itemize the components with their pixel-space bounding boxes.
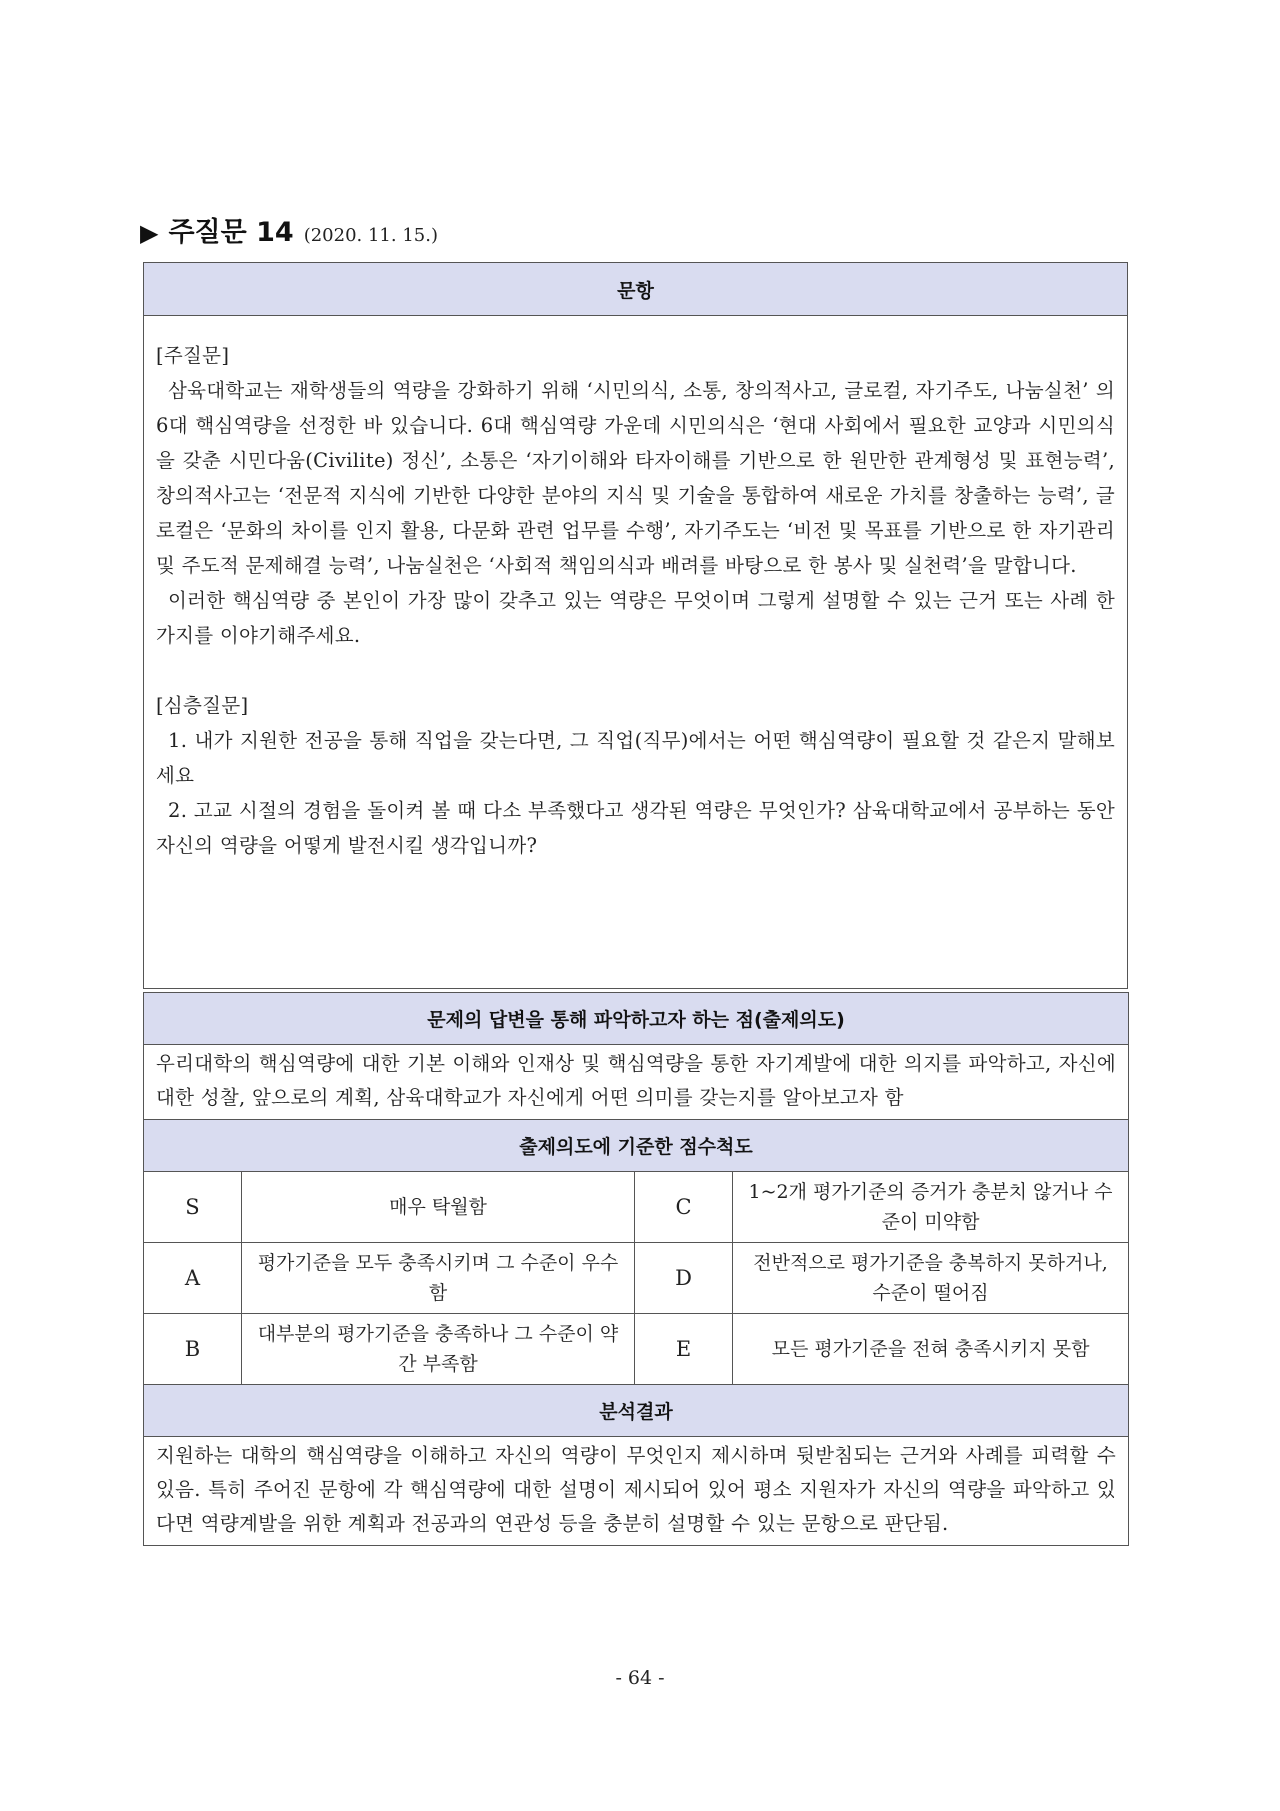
intent-text: 우리대학의 핵심역량에 대한 기본 이해와 인재상 및 핵심역량을 통한 자기계발에 대한 의지를 파악하고, 자신에 대한 성찰, 앞으로의 계획, 삼육대학교가 자신에게 어떤 의미를 갖는지를 알아보고자 함 xyxy=(144,1045,1129,1120)
grade-row xyxy=(144,1172,1129,1243)
question-header: 문항 xyxy=(144,263,1128,316)
grade-description: 모든 평가기준을 전혀 충족시키지 못함 xyxy=(733,1314,1129,1385)
grade-description: 매우 탁월함 xyxy=(242,1172,635,1243)
grade-description: 전반적으로 평가기준을 충복하지 못하거나, 수준이 떨어짐 xyxy=(733,1243,1129,1314)
grade-label: B xyxy=(144,1314,242,1385)
triangle-bullet-icon: ▶ xyxy=(140,219,159,247)
score-scale-header: 출제의도에 기준한 점수척도 xyxy=(144,1120,1129,1172)
grade-row xyxy=(144,1314,1129,1385)
analysis-result-header: 분석결과 xyxy=(144,1385,1129,1437)
section-title: 주질문 14 xyxy=(168,217,294,248)
main-question-paragraph: 이러한 핵심역량 중 본인이 가장 많이 갖추고 있는 역량은 무엇이며 그렇게 설명할 수 있는 근거 또는 사례 한 가지를 이야기해주세요. xyxy=(156,589,1115,647)
page-number: - 64 - xyxy=(615,1667,665,1689)
analysis-result-text: 지원하는 대학의 핵심역량을 이해하고 자신의 역량이 무엇인지 제시하며 뒷받침되는 근거와 사례를 피력할 수 있음. 특히 주어진 문항에 각 핵심역량에 대한 설명이 제시되어 있어 평소 지원자가 자신의 역량을 파악하고 있다면 역량계발을 위한 계획과 전공과의 연관성 등을 충분히 설명할 수 있는 문항으로 판단됨. xyxy=(144,1437,1129,1546)
section-date: (2020. 11. 15.) xyxy=(303,225,438,246)
section-heading xyxy=(140,210,438,249)
grade-row xyxy=(144,1243,1129,1314)
grade-label: S xyxy=(144,1172,242,1243)
grade-label: C xyxy=(635,1172,733,1243)
question-table xyxy=(143,262,1128,989)
grade-label: A xyxy=(144,1243,242,1314)
grade-label: E xyxy=(635,1314,733,1385)
grade-description: 대부분의 평가기준을 충족하나 그 수준이 약간 부족함 xyxy=(242,1314,635,1385)
intent-header: 문제의 답변을 통해 파악하고자 하는 점(출제의도) xyxy=(144,993,1129,1045)
question-body xyxy=(144,316,1128,989)
deep-question-item: 1. 내가 지원한 전공을 통해 직업을 갖는다면, 그 직업(직무)에서는 어떤 핵심역량이 필요할 것 같은지 말해보세요 xyxy=(156,729,1115,787)
deep-question-label: [심층질문] xyxy=(156,694,249,717)
intent-table xyxy=(143,992,1129,1546)
grade-description: 1~2개 평가기준의 증거가 충분치 않거나 수준이 미약함 xyxy=(733,1172,1129,1243)
main-question-paragraph: 삼육대학교는 재학생들의 역량을 강화하기 위해 ‘시민의식, 소통, 창의적사고, 글로컬, 자기주도, 나눔실천’ 의 6대 핵심역량을 선정한 바 있습니다. 6대 핵심역량 가운데 시민의식은 ‘현대 사회에서 필요한 교양과 시민의식을 갖춘 시민다움(Civilite) 정신’, 소통은 ‘자기이해와 타자이해를 기반으로 한 원만한 관계형성 및 표현능력’, 창의적사고는 ‘전문적 지식에 기반한 다양한 분야의 지식 및 기술을 통합하여 새로운 가치를 창출하는 능력’, 글로컬은 ‘문화의 차이를 인지 활용, 다문화 관련 업무를 수행’, 자기주도는 ‘비전 및 목표를 기반으로 한 자기관리 및 주도적 문제해결 능력’, 나눔실천은 ‘사회적 책임의식과 배려를 바탕으로 한 봉사 및 실천력’을 말합니다. xyxy=(156,379,1115,577)
main-question-label: [주질문] xyxy=(156,344,230,367)
deep-question-item: 2. 고교 시절의 경험을 돌이켜 볼 때 다소 부족했다고 생각된 역량은 무엇인가? 삼육대학교에서 공부하는 동안 자신의 역량을 어떻게 발전시킬 생각입니까? xyxy=(156,799,1115,857)
grade-label: D xyxy=(635,1243,733,1314)
grade-description: 평가기준을 모두 충족시키며 그 수준이 우수함 xyxy=(242,1243,635,1314)
